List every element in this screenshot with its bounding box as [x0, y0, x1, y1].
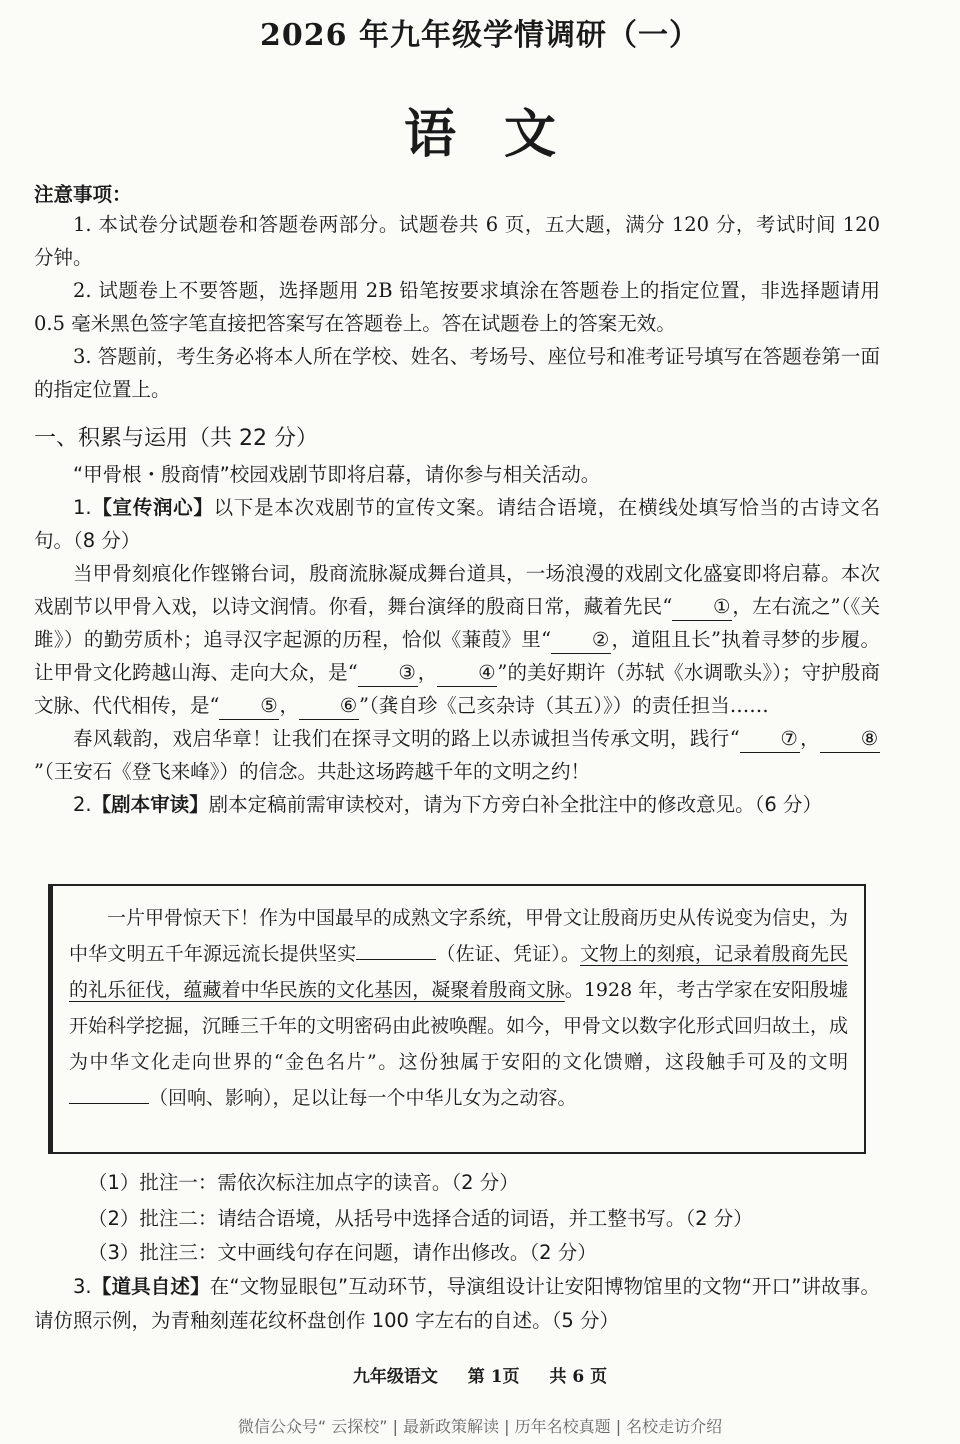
footer-total: 共 6 页 [549, 1367, 608, 1387]
question-number: 2. [73, 793, 92, 816]
sub-question-3: （3）批注三：文中画线句存在问题，请作出修改。（2 分） [88, 1241, 597, 1264]
notice-list [34, 208, 880, 406]
question-number: 1. [73, 496, 92, 519]
exam-title: 2026 年九年级学情调研（一） [260, 18, 700, 53]
narration-segment: （佐证、凭证）。 [436, 943, 581, 965]
notice-item: 2. 试题卷上不要答题，选择题用 2B 铅笔按要求填涂在答题卷上的指定位置，非选择题请用 0.5 毫米黑色签字笔直接把答案写在答题卷上。答在试题卷上的答案无效。 [34, 279, 880, 335]
blank-5[interactable]: ⑤ [219, 693, 279, 720]
passage-paragraph [34, 722, 880, 788]
footer-course: 九年级语文 [352, 1367, 438, 1387]
notice-item: 1. 本试卷分试题卷和答题卷两部分。试题卷共 6 页，五大题，满分 120 分，考试时间 120 分钟。 [34, 213, 880, 269]
blank-echo[interactable] [69, 1103, 149, 1104]
subject-title: 语文 [403, 104, 604, 165]
narration-text [69, 900, 848, 1116]
narration-box [48, 884, 866, 1154]
question-tag: 【剧本审读】 [91, 793, 209, 816]
passage-paragraph [34, 557, 880, 722]
question-block [34, 458, 880, 821]
question-number: 3. [73, 1275, 92, 1298]
narration-segment: 。1928 年，考古学家在安阳殷墟开始科学挖掘，沉睡三千年的文明密码由此被唤醒。如今，甲骨文以数字化形式回归故土，成为中华文化走向世界的“金色名片”。这份独属于安阳的文化馈赠，这段触手可及的文明 [69, 979, 849, 1073]
passage-text: ，道阻且长”执着寻梦的步履。让甲骨文化跨越山海、走向大众，是“ [34, 628, 880, 684]
question-tag: 【宣传润心】 [91, 496, 214, 519]
blank-7[interactable]: ⑦ [740, 726, 800, 753]
passage-text: ”的美好期许（苏轼《水调歌头》）；守护殷商文脉、代代相传，是“ [34, 661, 880, 717]
blank-6[interactable]: ⑥ [299, 693, 359, 720]
blank-evidence[interactable] [356, 959, 436, 960]
passage-text: ，左右流之”（《关雎》）的勤劳质朴；追寻汉字起源的历程，恰似《蒹葭》里“ [34, 595, 880, 651]
underlined-sentence: 文物上的刻痕，记录着殷商先民的礼乐征伐，蕴藏着中华民族的文化基因，凝聚着殷商文脉 [69, 943, 848, 1001]
question-text: 在“文物显眼包”互动环节，导演组设计让安阳博物馆里的文物“开口”讲故事。请仿照示例，为青釉刻莲花纹杯盘创作 100 字左右的自述。（5 分） [34, 1275, 880, 1332]
question-text: 以下是本次戏剧节的宣传文案。请结合语境，在横线处填写恰当的古诗文名句。（8 分） [34, 496, 880, 552]
blank-8[interactable]: ⑧ [820, 726, 880, 753]
passage-text: ， [799, 727, 820, 750]
blank-1[interactable]: ① [672, 594, 732, 621]
passage-text: ， [279, 694, 299, 717]
passage-text: ， [417, 661, 438, 684]
passage-text: ”（龚自珍《己亥杂诗（其五）》）的责任担当…… [359, 694, 769, 717]
passage-text: 春风载韵，戏启华章！让我们在探寻文明的路上以赤诚担当传承文明，践行“ [73, 727, 740, 750]
sub-question-1: （1）批注一：需依次标注加点字的读音。（2 分） [88, 1171, 519, 1194]
passage-text: 当甲骨刻痕化作铿锵台词，殷商流脉凝成舞台道具，一场浪漫的戏剧文化盛宴即将启幕。本次戏剧节以甲骨入戏，以诗文润情。你看，舞台演绎的殷商日常，藏着先民“ [34, 562, 880, 618]
question-1-prompt [34, 491, 880, 557]
notice-title: 注意事项： [34, 183, 132, 206]
question-3-prompt [34, 1270, 880, 1338]
blank-2[interactable]: ② [551, 627, 611, 654]
watermark: 微信公众号“ 云探校” | 最新政策解读 | 历年名校真题 | 名校走访介绍 [237, 1417, 723, 1436]
passage-text: ”（王安石《登飞来峰》）的信念。共赴这场跨越千年的文明之约！ [34, 760, 590, 783]
notice-item: 3. 答题前，考生务必将本人所在学校、姓名、考场号、座位号和准考证号填写在答题卷第一面的指定位置上。 [34, 345, 880, 401]
page-footer [0, 1362, 960, 1387]
question-text: 剧本定稿前需审读校对，请为下方旁白补全批注中的修改意见。（6 分） [208, 793, 822, 816]
footer-page: 第 1页 [467, 1367, 520, 1387]
sub-question-2: （2）批注二：请结合语境，从括号中选择合适的词语，并工整书写。（2 分） [88, 1207, 753, 1230]
section-intro: “甲骨根・殷商情”校园戏剧节即将启幕，请你参与相关活动。 [73, 463, 601, 486]
section-title: 一、积累与运用（共 22 分） [34, 426, 318, 451]
narration-segment: （回响、影响），足以让每一个中华儿女为之动容。 [149, 1087, 577, 1109]
blank-4[interactable]: ④ [437, 660, 497, 687]
question-tag: 【道具自述】 [91, 1275, 210, 1298]
question-2-prompt [34, 788, 880, 821]
blank-3[interactable]: ③ [358, 660, 418, 687]
narration-segment: 一片甲骨惊天下！作为中国最早的成熟文字系统，甲骨文让殷商历史从传说变为信史，为中华文明五千年源远流长提供坚实 [69, 907, 849, 965]
